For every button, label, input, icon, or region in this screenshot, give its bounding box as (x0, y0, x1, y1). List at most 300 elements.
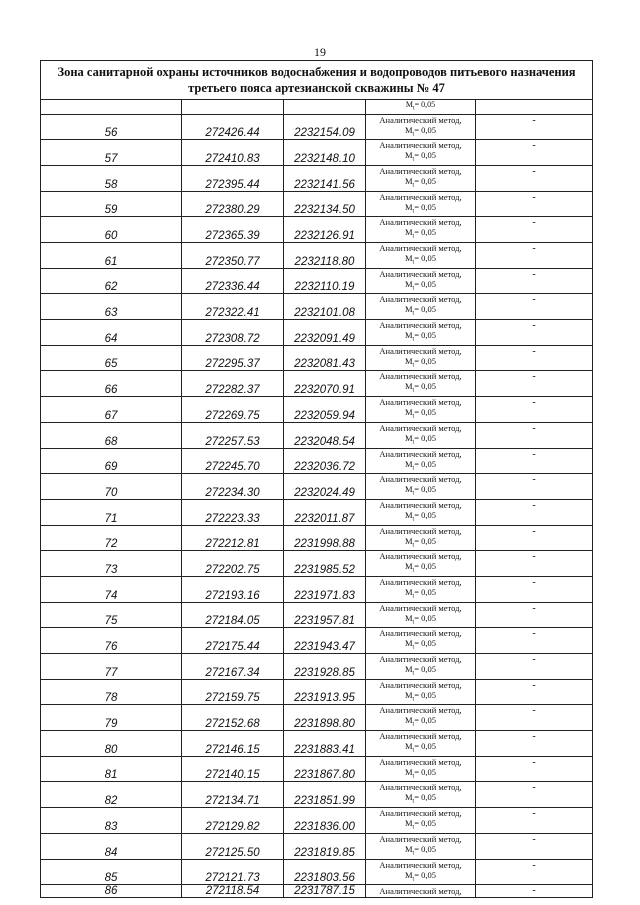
m-prefix: M (404, 201, 413, 212)
method-label: Аналитический метод, (379, 602, 462, 613)
method-label: Аналитический метод, (379, 705, 462, 716)
dash-cell: - (476, 808, 593, 834)
method-value (366, 510, 475, 525)
y-coordinate-cell: 2232036.72 (284, 448, 366, 474)
m-prefix: M (404, 407, 413, 418)
method-cell (366, 602, 476, 628)
table-row (41, 731, 593, 757)
m-sub: t (412, 439, 415, 446)
m-sub: t (412, 799, 415, 806)
dash-cell: - (476, 679, 593, 705)
method-cell (366, 448, 476, 474)
table-row (41, 397, 593, 423)
dash-cell: - (476, 474, 593, 500)
method-cell (366, 140, 476, 166)
method-value (366, 330, 475, 345)
method-cell (366, 731, 476, 757)
dash-cell: - (476, 705, 593, 731)
point-number-cell: 56 (41, 114, 182, 140)
method-value (366, 561, 475, 576)
method-cell (366, 576, 476, 602)
method-label: Аналитический метод, (379, 191, 462, 202)
point-number-cell: 81 (41, 756, 182, 782)
title-row (41, 61, 593, 100)
y-coordinate-cell: 2232059.94 (284, 397, 366, 423)
method-cell (366, 859, 476, 885)
m-prefix: M (404, 869, 413, 880)
method-cell (366, 114, 476, 140)
y-coordinate-cell: 2232081.43 (284, 345, 366, 371)
m-sub: t (412, 259, 415, 266)
y-coordinate-cell: 2232134.50 (284, 191, 366, 217)
point-number-cell: 68 (41, 422, 182, 448)
method-value (366, 279, 475, 294)
method-cell (366, 782, 476, 808)
table-row (41, 243, 593, 269)
method-value (366, 870, 475, 885)
table-row (41, 654, 593, 680)
table-row (41, 756, 593, 782)
m-value: = 0,05 (414, 304, 437, 315)
y-coordinate-cell: 2231928.85 (284, 654, 366, 680)
m-sub: t (412, 285, 415, 292)
partial-num-cell (41, 100, 182, 115)
m-sub: t (412, 156, 415, 163)
m-sub: t (412, 388, 415, 395)
method-label: Аналитический метод, (379, 448, 462, 459)
method-cell (366, 268, 476, 294)
point-number-cell: 57 (41, 140, 182, 166)
x-coordinate-cell: 272212.81 (182, 525, 284, 551)
m-prefix: M (404, 150, 413, 161)
x-coordinate-cell: 272140.15 (182, 756, 284, 782)
last-table-row (41, 885, 593, 898)
method-value (366, 792, 475, 807)
method-label: Аналитический метод, (379, 165, 462, 176)
x-coordinate-cell: 272257.53 (182, 422, 284, 448)
dash-cell: - (476, 345, 593, 371)
method-value (366, 176, 475, 191)
method-label: Аналитический метод, (379, 886, 462, 897)
y-coordinate-cell: 2232154.09 (284, 114, 366, 140)
partial-method-cell (366, 100, 476, 115)
title-line-1: Зона санитарной охраны источников водоснабжения и водопроводов питьевого назначения (57, 65, 576, 79)
x-coordinate-cell: 272308.72 (182, 320, 284, 346)
m-value: = 0,05 (414, 638, 437, 649)
point-number-cell: 59 (41, 191, 182, 217)
method-cell (366, 628, 476, 654)
method-value (366, 613, 475, 628)
dash-cell: - (476, 397, 593, 423)
x-coordinate-cell: 272202.75 (182, 551, 284, 577)
m-sub: t (412, 362, 415, 369)
method-label: Аналитический метод, (379, 320, 462, 331)
m-value: = 0,05 (414, 355, 437, 366)
m-prefix: M (404, 586, 413, 597)
table-row (41, 602, 593, 628)
method-label: Аналитический метод, (379, 371, 462, 382)
point-number-cell: 82 (41, 782, 182, 808)
method-label: Аналитический метод, (379, 474, 462, 485)
point-number-cell: 77 (41, 654, 182, 680)
m-sub: t (412, 311, 415, 318)
m-sub: t (412, 413, 415, 420)
table-row (41, 859, 593, 885)
method-cell (366, 320, 476, 346)
point-number-cell: 85 (41, 859, 182, 885)
m-prefix: M (404, 278, 413, 289)
y-coordinate-cell: 2231971.83 (284, 576, 366, 602)
table-title (41, 61, 593, 100)
m-prefix: M (404, 792, 413, 803)
m-value: = 0,05 (414, 278, 437, 289)
method-cell (366, 756, 476, 782)
point-number-cell: 78 (41, 679, 182, 705)
x-coordinate-cell: 272245.70 (182, 448, 284, 474)
y-coordinate-cell: 2232011.87 (284, 499, 366, 525)
m-value: = 0,05 (414, 689, 437, 700)
method-label: Аналитический метод, (379, 140, 462, 151)
m-value: = 0,05 (414, 843, 437, 854)
table-row (41, 551, 593, 577)
m-prefix: M (404, 304, 413, 315)
method-value (366, 202, 475, 217)
m-value: = 0,05 (414, 561, 437, 572)
m-value: = 0,05 (414, 201, 437, 212)
y-coordinate-cell: 2232091.49 (284, 320, 366, 346)
method-cell (366, 191, 476, 217)
m-prefix: M (404, 124, 413, 135)
method-label: Аналитический метод, (379, 268, 462, 279)
table-row (41, 499, 593, 525)
method-label: Аналитический метод, (379, 217, 462, 228)
x-coordinate-cell: 272426.44 (182, 114, 284, 140)
dash-cell: - (476, 499, 593, 525)
method-cell (366, 345, 476, 371)
method-cell (366, 294, 476, 320)
y-coordinate-cell: 2231867.80 (284, 756, 366, 782)
x-coordinate-cell: 272159.75 (182, 679, 284, 705)
dash-cell: - (476, 422, 593, 448)
method-value (366, 818, 475, 833)
table-row (41, 371, 593, 397)
m-value: = 0,05 (414, 741, 437, 752)
method-label: Аналитический метод, (379, 731, 462, 742)
dash-cell: - (476, 320, 593, 346)
method-value (366, 741, 475, 756)
y-coordinate-cell: 2231998.88 (284, 525, 366, 551)
m-sub: t (412, 336, 415, 343)
m-value: = 0,05 (414, 407, 437, 418)
method-label: Аналитический метод, (379, 833, 462, 844)
m-value: = 0,05 (414, 766, 437, 777)
table-row (41, 782, 593, 808)
m-sub: t (412, 722, 415, 729)
method-label: Аналитический метод, (379, 654, 462, 665)
table-row (41, 345, 593, 371)
dash-cell: - (476, 294, 593, 320)
x-coordinate-cell: 272336.44 (182, 268, 284, 294)
method-value (366, 767, 475, 782)
m-value: = 0,05 (414, 381, 437, 392)
x-coordinate-cell: 272269.75 (182, 397, 284, 423)
method-value (366, 125, 475, 140)
y-coordinate-cell: 2231985.52 (284, 551, 366, 577)
x-coordinate-cell: 272134.71 (182, 782, 284, 808)
sanitary-zone-table (40, 60, 593, 898)
m-sub: t (412, 131, 415, 138)
method-label: Аналитический метод, (379, 243, 462, 254)
y-coordinate-cell: 2231836.00 (284, 808, 366, 834)
y-coordinate-cell: 2231787.15 (284, 885, 366, 898)
dash-cell: - (476, 217, 593, 243)
table-row (41, 448, 593, 474)
method-value (366, 638, 475, 653)
method-value (366, 715, 475, 730)
method-value (366, 227, 475, 242)
m-sub: t (412, 619, 415, 626)
dash-cell: - (476, 885, 593, 898)
m-sub: t (412, 208, 415, 215)
x-coordinate-cell: 272410.83 (182, 140, 284, 166)
m-sub: t (412, 182, 415, 189)
m-sub: t (412, 593, 415, 600)
dash-cell: - (476, 654, 593, 680)
y-coordinate-cell: 2232101.08 (284, 294, 366, 320)
dash-cell: - (476, 551, 593, 577)
dash-cell: - (476, 114, 593, 140)
dash-cell: - (476, 756, 593, 782)
y-coordinate-cell: 2231851.99 (284, 782, 366, 808)
point-number-cell: 86 (41, 885, 182, 898)
table-row (41, 422, 593, 448)
m-prefix: M (404, 638, 413, 649)
method-label: Аналитический метод, (379, 808, 462, 819)
method-value (366, 587, 475, 602)
dash-cell: - (476, 268, 593, 294)
m-value: = 0,05 (414, 715, 437, 726)
x-coordinate-cell: 272167.34 (182, 654, 284, 680)
table-row (41, 294, 593, 320)
m-sub: t (412, 773, 415, 780)
method-cell (366, 525, 476, 551)
dash-cell: - (476, 140, 593, 166)
table-row (41, 268, 593, 294)
m-prefix: M (404, 818, 413, 829)
y-coordinate-cell: 2231957.81 (284, 602, 366, 628)
method-label: Аналитический метод, (379, 576, 462, 587)
m-value: = 0,05 (414, 124, 437, 135)
table-row (41, 808, 593, 834)
point-number-cell: 75 (41, 602, 182, 628)
m-value: = 0,05 (414, 432, 437, 443)
m-sub: t (412, 490, 415, 497)
table-row (41, 191, 593, 217)
point-number-cell: 80 (41, 731, 182, 757)
table-row (41, 833, 593, 859)
table-row (41, 474, 593, 500)
m-prefix: M (404, 715, 413, 726)
m-sub: t (412, 234, 415, 241)
dash-cell: - (476, 576, 593, 602)
point-number-cell: 73 (41, 551, 182, 577)
m-prefix: M (404, 843, 413, 854)
m-prefix: M (404, 381, 413, 392)
table-row (41, 217, 593, 243)
m-value: = 0,05 (414, 253, 437, 264)
method-cell (366, 705, 476, 731)
partial-row (41, 100, 593, 115)
x-coordinate-cell: 272118.54 (182, 885, 284, 898)
method-label: Аналитический метод, (379, 859, 462, 870)
y-coordinate-cell: 2232048.54 (284, 422, 366, 448)
m-prefix: M (404, 664, 413, 675)
m-value: = 0,05 (414, 792, 437, 803)
method-cell (366, 165, 476, 191)
x-coordinate-cell: 272121.73 (182, 859, 284, 885)
table-row (41, 165, 593, 191)
x-coordinate-cell: 272129.82 (182, 808, 284, 834)
point-number-cell: 83 (41, 808, 182, 834)
x-coordinate-cell: 272234.30 (182, 474, 284, 500)
method-label: Аналитический метод, (379, 551, 462, 562)
m-prefix: M (404, 458, 413, 469)
y-coordinate-cell: 2231898.80 (284, 705, 366, 731)
partial-x-cell (182, 100, 284, 115)
y-coordinate-cell: 2232070.91 (284, 371, 366, 397)
page-number: 19 (314, 45, 326, 59)
m-prefix: M (404, 355, 413, 366)
m-sub: t (412, 645, 415, 652)
y-coordinate-cell: 2231943.47 (284, 628, 366, 654)
m-value: = 0,05 (414, 586, 437, 597)
dash-cell: - (476, 731, 593, 757)
x-coordinate-cell: 272380.29 (182, 191, 284, 217)
x-coordinate-cell: 272350.77 (182, 243, 284, 269)
x-coordinate-cell: 272322.41 (182, 294, 284, 320)
method-label: Аналитический метод, (379, 345, 462, 356)
dash-cell: - (476, 859, 593, 885)
method-cell (366, 833, 476, 859)
y-coordinate-cell: 2231819.85 (284, 833, 366, 859)
x-coordinate-cell: 272395.44 (182, 165, 284, 191)
method-cell (366, 371, 476, 397)
x-coordinate-cell: 272184.05 (182, 602, 284, 628)
method-cell (366, 217, 476, 243)
m-sub: t (412, 876, 415, 883)
y-coordinate-cell: 2232110.19 (284, 268, 366, 294)
point-number-cell: 67 (41, 397, 182, 423)
m-sub: t (412, 747, 415, 754)
dash-cell: - (476, 165, 593, 191)
point-number-cell: 60 (41, 217, 182, 243)
m-prefix: M (404, 253, 413, 264)
method-label: Аналитический метод, (379, 782, 462, 793)
y-coordinate-cell: 2232024.49 (284, 474, 366, 500)
dash-cell: - (476, 833, 593, 859)
m-prefix: M (404, 561, 413, 572)
m-sub: t (412, 465, 415, 472)
m-sub: t (412, 516, 415, 523)
table-row (41, 114, 593, 140)
m-prefix: M (404, 612, 413, 623)
method-value (366, 459, 475, 474)
point-number-cell: 58 (41, 165, 182, 191)
m-sub: t (412, 824, 415, 831)
dash-cell: - (476, 628, 593, 654)
partial-dash-cell (476, 100, 593, 115)
m-value: = 0,05 (414, 330, 437, 341)
method-cell (366, 422, 476, 448)
method-value (366, 844, 475, 859)
x-coordinate-cell: 272193.16 (182, 576, 284, 602)
method-label: Аналитический метод, (379, 499, 462, 510)
method-value (366, 150, 475, 165)
method-label: Аналитический метод, (379, 422, 462, 433)
m-sub: t (412, 542, 415, 549)
point-number-cell: 84 (41, 833, 182, 859)
y-coordinate-cell: 2231883.41 (284, 731, 366, 757)
point-number-cell: 76 (41, 628, 182, 654)
method-cell (366, 808, 476, 834)
point-number-cell: 64 (41, 320, 182, 346)
m-prefix: M (404, 432, 413, 443)
m-sub: t (412, 670, 415, 677)
method-value (366, 381, 475, 396)
method-label: Аналитический метод, (379, 114, 462, 125)
point-number-cell: 74 (41, 576, 182, 602)
x-coordinate-cell: 272125.50 (182, 833, 284, 859)
method-value (366, 433, 475, 448)
point-number-cell: 63 (41, 294, 182, 320)
point-number-cell: 69 (41, 448, 182, 474)
method-label: Аналитический метод, (379, 756, 462, 767)
method-cell (366, 243, 476, 269)
title-line-2: третьего пояса артезианской скважины № 47 (188, 81, 445, 95)
m-prefix: M (404, 227, 413, 238)
method-cell (366, 654, 476, 680)
point-number-cell: 72 (41, 525, 182, 551)
m-sub: t (412, 850, 415, 857)
point-number-cell: 79 (41, 705, 182, 731)
m-prefix: M (404, 484, 413, 495)
point-number-cell: 66 (41, 371, 182, 397)
m-prefix: M (404, 741, 413, 752)
partial-y-cell (284, 100, 366, 115)
method-cell (366, 885, 476, 898)
x-coordinate-cell: 272175.44 (182, 628, 284, 654)
point-number-cell: 61 (41, 243, 182, 269)
point-number-cell: 62 (41, 268, 182, 294)
m-value: = 0,05 (414, 509, 437, 520)
m-value: = 0,05 (414, 869, 437, 880)
point-number-cell: 70 (41, 474, 182, 500)
y-coordinate-cell: 2232126.91 (284, 217, 366, 243)
m-value: = 0,05 (414, 664, 437, 675)
method-value (366, 356, 475, 371)
method-label: Аналитический метод, (379, 525, 462, 536)
m-value: = 0,05 (414, 484, 437, 495)
method-value (366, 304, 475, 319)
m-value: = 0,05 (414, 535, 437, 546)
method-cell (366, 397, 476, 423)
m-prefix: M (404, 766, 413, 777)
dash-cell: - (476, 448, 593, 474)
m-prefix: M (404, 509, 413, 520)
m-value: = 0,05 (414, 612, 437, 623)
x-coordinate-cell: 272295.37 (182, 345, 284, 371)
table-row (41, 320, 593, 346)
